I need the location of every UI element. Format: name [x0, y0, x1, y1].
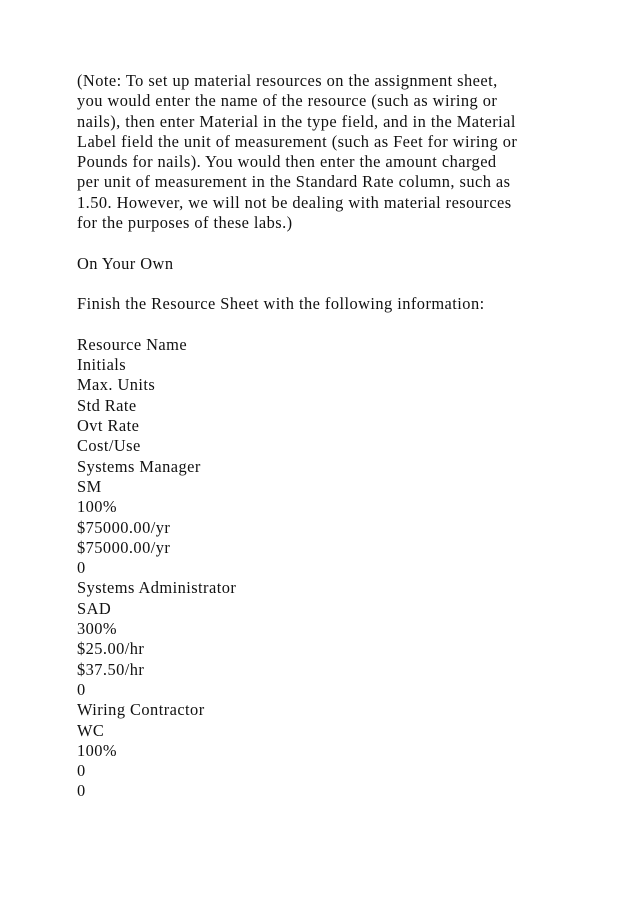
resource-std-rate: 0	[77, 761, 86, 781]
paragraph-spacer	[77, 274, 577, 294]
instruction-text: Finish the Resource Sheet with the following information:	[77, 294, 485, 314]
header-std-rate: Std Rate	[77, 395, 137, 415]
note-line: Pounds for nails). You would then enter the amount charged	[77, 152, 497, 172]
note-line: Label field the unit of measurement (such as Feet for wiring or	[77, 131, 518, 151]
resource-name: Systems Manager	[77, 456, 201, 476]
section-heading: On Your Own	[77, 253, 174, 273]
note-line: nails), then enter Material in the type field, and in the Material	[77, 111, 516, 131]
resource-std-rate: $75000.00/yr	[77, 517, 171, 537]
resource-ovt-rate: $75000.00/yr	[77, 537, 171, 557]
paragraph-spacer	[77, 233, 577, 253]
resource-table-headers	[77, 335, 577, 457]
resource-row-systems-administrator	[77, 578, 577, 700]
resource-name: Systems Administrator	[77, 578, 237, 598]
resource-name: Wiring Contractor	[77, 700, 205, 720]
note-line: you would enter the name of the resource (such as wiring or	[77, 91, 498, 111]
resource-cost-use: 0	[77, 679, 86, 699]
note-line: for the purposes of these labs.)	[77, 213, 293, 233]
resource-ovt-rate: 0	[77, 781, 86, 801]
document-page	[77, 71, 577, 802]
header-initials: Initials	[77, 355, 127, 375]
resource-initials: SM	[77, 476, 102, 496]
paragraph-spacer	[77, 315, 577, 335]
resource-max-units: 100%	[77, 740, 118, 760]
resource-row-wiring-contractor	[77, 700, 577, 801]
note-line: 1.50. However, we will not be dealing with material resources	[77, 192, 512, 212]
header-max-units: Max. Units	[77, 375, 156, 395]
resource-ovt-rate: $37.50/hr	[77, 659, 145, 679]
resource-std-rate: $25.00/hr	[77, 639, 145, 659]
note-line: per unit of measurement in the Standard Rate column, such as	[77, 172, 511, 192]
header-ovt-rate: Ovt Rate	[77, 416, 140, 436]
header-cost-use: Cost/Use	[77, 436, 141, 456]
note-line: (Note: To set up material resources on the assignment sheet,	[77, 71, 498, 90]
resource-max-units: 300%	[77, 619, 118, 639]
resource-initials: WC	[77, 720, 105, 740]
resource-initials: SAD	[77, 598, 112, 618]
resource-row-systems-manager	[77, 457, 577, 579]
material-resources-note	[77, 71, 577, 233]
resource-max-units: 100%	[77, 497, 118, 517]
header-resource-name: Resource Name	[77, 334, 188, 354]
resource-cost-use: 0	[77, 558, 86, 578]
